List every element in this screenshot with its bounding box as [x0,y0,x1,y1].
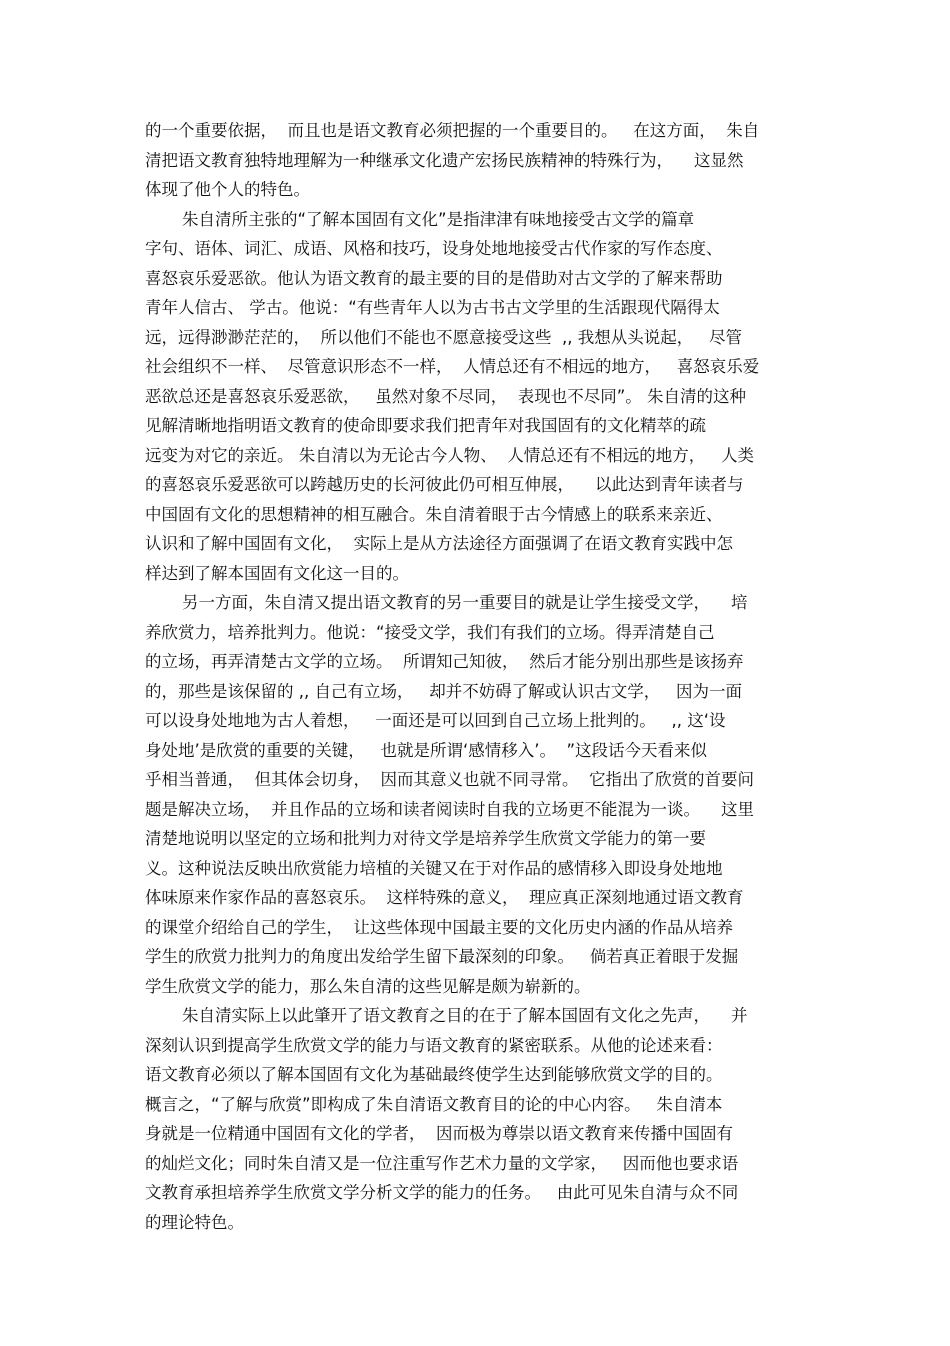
document-body [145,116,810,1237]
text-line: 语文教育必须以了解本国固有文化为基础最终使学生达到能够欣赏文学的目的。 [145,1065,723,1084]
text-line: 青年人信古、 学古。他说：“有些青年人以为古书古文学里的生活跟现代隔得太 [145,298,720,317]
text-line: 体现了他个人的特色。 [145,180,310,199]
text-line: 的理论特色。 [145,1212,244,1232]
text-line: 的喜怒哀乐爱恶欲可以跨越历史的长河彼此仍可相互伸展， 以此达到青年读者与 [145,475,744,494]
text-line: 题是解决立场， 并且作品的立场和读者阅读时自我的立场更不能混为一谈。 这里 [145,799,754,819]
text-line: 的灿烂文化；同时朱自清又是一位注重写作艺术力量的文学家， 因而他也要求语 [145,1153,739,1173]
paragraph-first-line: 朱自清所主张的“了解本国固有文化”是指津津有味地接受古文学的篇章 [182,209,695,229]
text-line: 身就是一位精通中国固有文化的学者， 因而极为尊崇以语文教育来传播中国固有 [145,1124,733,1143]
text-line: 喜怒哀乐爱恶欲。他认为语文教育的最主要的目的是借助对古文学的了解来帮助 [145,268,723,288]
text-line: 见解清晰地指明语文教育的使命即要求我们把青年对我国固有的文化精萃的疏 [145,416,706,435]
text-line: 清把语文教育独特地理解为一种继承文化遗产宏扬民族精神的特殊行为， 这显然 [145,150,744,170]
text-line: 身处地’是欣赏的重要的关键， 也就是所谓‘感情移入’。 ”这段话今天看来似 [145,740,708,760]
text-line: 学生的欣赏力批判力的角度出发给学生留下最深刻的印象。 倘若真正着眼于发掘 [145,947,739,966]
text-line: 字句、语体、词汇、成语、风格和技巧，设身处地地接受古代作家的写作态度、 [145,239,723,258]
text-line: 样达到了解本国固有文化这一目的。 [145,563,409,583]
text-line: 乎相当普通， 但其体会切身， 因而其意义也就不同寻常。 它指出了欣赏的首要问 [145,770,754,789]
paragraph-first-line: 朱自清实际上以此肇开了语文教育之目的在于了解本国固有文化之先声， 并 [182,1006,748,1025]
text-line: 中国固有文化的思想精神的相互融合。朱自清着眼于古今情感上的联系来亲近、 [145,504,723,524]
text-line: 的一个重要依据， 而且也是语文教育必须把握的一个重要目的。 在这方面， 朱自 [145,121,760,140]
text-line: 学生欣赏文学的能力，那么朱自清的这些见解是颇为崭新的。 [145,976,591,996]
text-line: 清楚地说明以坚定的立场和批判力对待文学是培养学生欣赏文学能力的第一要 [145,829,706,848]
text-line: 的，那些是该保留的 ,, 自己有立场， 却并不妨碍了解或认识古文学， 因为一面 [145,681,742,701]
text-line: 社会组织不一样、 尽管意识形态不一样， 人情总还有不相远的地方， 喜怒哀乐爱 [145,357,760,376]
paragraph-first-line: 另一方面，朱自清又提出语文教育的另一重要目的就是让学生接受文学， 培 [182,593,748,612]
text-line: 义。这种说法反映出欣赏能力培植的关键又在于对作品的感情移入即设身处地地 [145,858,723,878]
text-line: 文教育承担培养学生欣赏文学分析文学的能力的任务。 由此可见朱自清与众不同 [145,1183,739,1202]
text-line: 远变为对它的亲近。 朱自清以为无论古今人物、 人情总还有不相远的地方， 人类 [145,445,754,465]
text-line: 的课堂介绍给自己的学生， 让这些体现中国最主要的文化历史内涵的作品从培养 [145,917,733,937]
text-line: 远，远得渺渺茫茫的， 所以他们不能也不愿意接受这些 ,, 我想从头说起， 尽管 [145,327,742,347]
text-line: 深刻认识到提高学生欣赏文学的能力与语文教育的紧密联系。从他的论述来看： [145,1035,723,1055]
text-line: 认识和了解中国固有文化， 实际上是从方法途径方面强调了在语文教育实践中怎 [145,534,733,553]
text-line: 的立场，再弄清楚古文学的立场。 所谓知己知彼， 然后才能分别出那些是该扬弃 [145,652,744,671]
text-line: 可以设身处地地为古人着想， 一面还是可以回到自己立场上批判的。 ,, 这‘设 [145,711,726,730]
text-line: 概言之，“了解与欣赏”即构成了朱自清语文教育目的论的中心内容。 朱自清本 [145,1094,723,1114]
text-line: 恶欲总还是喜怒哀乐爱恶欲， 虽然对象不尽同， 表现也不尽同”。 朱自清的这种 [145,386,747,406]
text-line: 养欣赏力，培养批判力。他说：“接受文学，我们有我们的立场。得弄清楚自己 [145,622,715,642]
text-line: 体味原来作家作品的喜怒哀乐。 这样特殊的意义， 理应真正深刻地通过语文教育 [145,888,744,907]
